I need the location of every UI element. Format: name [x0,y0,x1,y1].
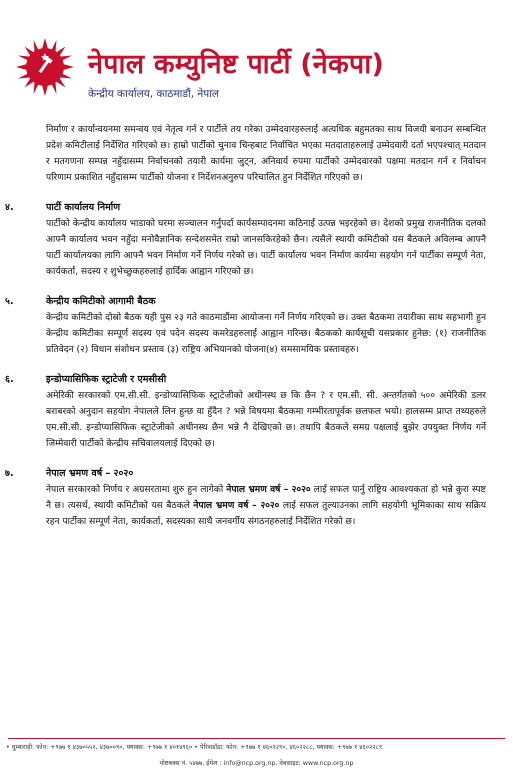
section-number: ६. [5,374,14,385]
intro-paragraph: निर्माण र कार्यान्वयनमा समन्वय एवं नेतृत्व गर्न र पार्टीले तय गरेका उम्मेदवारहरुलाई अत्यधिक बहुमतका साथ विजयी बनाउन सम्बन्धित प्रदेश कमिटीलाई निर्देशित गरिएको छ। हाम्रो पार्टीको चुनाव चिन्हबाट निर्वाचित भएका मतदाताहरुलाई उम्मेदवारी दर्ता भएपश्चात् मतदान र मतगणना सम्पन्न नहुँदासम्म निर्वाचनको तयारी कार्यमा जुट्न, अनिवार्य रुपमा पार्टीको उम्मेदवारको पक्षमा मतदान गर्न र निर्वाचन परिणाम प्रकाशित नहुँदासम्म पार्टीको योजना र निर्देशनअनुरुप परिचालित हुन निर्देशित गरिएको छ। [46,125,486,183]
section-title: नेपाल भ्रमण वर्ष – २०२० [46,468,134,479]
office-address-subtitle: केन्द्रीय कार्यालय, काठमाडौं, नेपाल [88,88,220,100]
section-title: इन्डोप्यासिफिक स्ट्राटेजी र एमसीसी [46,374,167,385]
paragraph-text: लाई सफल पार्नु राष्ट्रिय आवश्यकता हो भन्ने कुरा स्पष्ट नै छ। त्यसर्थ, स्थायी कमिटीको यस बैठकले [46,485,486,511]
party-emblem-icon [14,36,76,98]
footer-postal-line: पोष्टबक्स नं. ५४७७, ईमेल : info@ncp.org.np, वेबसाइट: www.ncp.org.np [159,760,354,767]
party-name-title: नेपाल कम्युनिष्ट पार्टी (नेकपा) [88,49,384,80]
section-paragraph: केन्द्रीय कमिटीको दोस्रो बैठक यही पुस २३ गते काठमाडौंमा आयोजना गर्ने निर्णय गरिएको छ। उक्त बैठकमा तयारीका साथ सहभागी हुन केन्द्रीय कमिटीका सम्पूर्ण सदस्य एवं पदेन सदस्य कमरेडहरुलाई आह्वान गरिन्छ। बैठकको कार्यसूची यसप्रकार हुनेछ: (१) राजनीतिक प्रतिवेदन (२) विधान संशोधन प्रस्ताव (३) राष्ट्रिय अभियानको योजना(४) समसामयिक प्रस्तावहरु। [46,313,486,355]
section-central-committee-meeting [5,294,486,358]
footer-contact-line: • धुम्बाराही: फोन: +९७७ १ ४३७०५५२, ४३७००९०, फ्याक्स: +९७७ १ ४०१४९६० • पेरिसडाँडा: फोन: +९७७ १ ४६०२२९०, ४६०२२८८, फ्याक्स: +९७७ १ ४६०२२८९ [6,744,383,751]
section-number: ७. [5,468,14,479]
paragraph-text: लाई सफल तुल्याउनका लागि सहयोगी भूमिकाका साथ सक्रिय रहन पार्टीका सम्पूर्ण नेता, कार्यकर्ता, सदस्यका साथै जनवर्गीय संगठनहरुलाई निर्देशित गरेको छ। [46,501,486,527]
paragraph-text: नेपाल सरकारको निर्णय र अग्रसरतामा शुरु हुन लागेको [46,485,227,495]
section-paragraph [46,482,486,530]
document-body [5,122,486,530]
letterhead [0,0,513,118]
footer-divider [8,738,505,739]
section-indo-pacific-mcc [5,372,486,452]
emphasis-text: नेपाल भ्रमण वर्ष – २०२० [193,501,280,511]
section-visit-nepal-2020 [5,466,486,530]
section-paragraph: पार्टीको केन्द्रीय कार्यालय भाडाको घरमा सञ्चालन गर्नुपर्दा कार्यसम्पादनमा कठिनाई उत्पन्न भइरहेको छ। देशको प्रमुख राजनीतिक दलको आफ्नै कार्यालय भवन नहुँदा मनोवैज्ञानिक सन्देशसमेत राम्रो जानसकिरहेको छैन। त्यसैले स्थायी कमिटीको यस बैठकले अविलम्ब आफ्नै पार्टी कार्यालयका लागि आफ्नै भवन निर्माण गर्ने निर्णय गरेको छ। पार्टी कार्यालय भवन निर्माण कार्यमा सहयोग गर्न पार्टीका सम्पूर्ण नेता, कार्यकर्ता, सदस्य र शुभेच्छुकहरुलाई हार्दिक आह्वान गरिएको छ। [46,219,486,277]
section-title: केन्द्रीय कमिटीको आगामी बैठक [46,296,156,307]
section-number: ५. [5,296,14,307]
section-number: ४. [5,202,14,213]
emphasis-text: नेपाल भ्रमण वर्ष – २०२० [226,485,311,495]
section-title: पार्टी कार्यालय निर्माण [46,202,121,213]
section-party-office [5,200,486,280]
section-paragraph: अमेरिकी सरकारको एम.सी.सी. इन्डोप्यासिफिक स्ट्राटेजीको अधीनस्थ छ कि छैन ? र एम.सी. सी. अन्तर्गतको ५०० अमेरिकी डलर बराबरको अनुदान सहयोग नेपालले लिन हुन्छ वा हुँदैन ? भन्ने विषयमा बैठकमा गम्भीरतापूर्वक छलफल भयो। हालसम्म प्राप्त तथ्यहरुले एम.सी.सी. इन्डोप्यासिफिक स्ट्राटेजीको अधीनस्थ छैन भन्ने नै देखिएको छ। तथापि बैठकले समग्र पक्षलाई बुझेर उपयुक्त निर्णय गर्ने जिम्मेवारी पार्टीको केन्द्रीय सचिवालयलाई दिएको छ। [46,391,486,449]
